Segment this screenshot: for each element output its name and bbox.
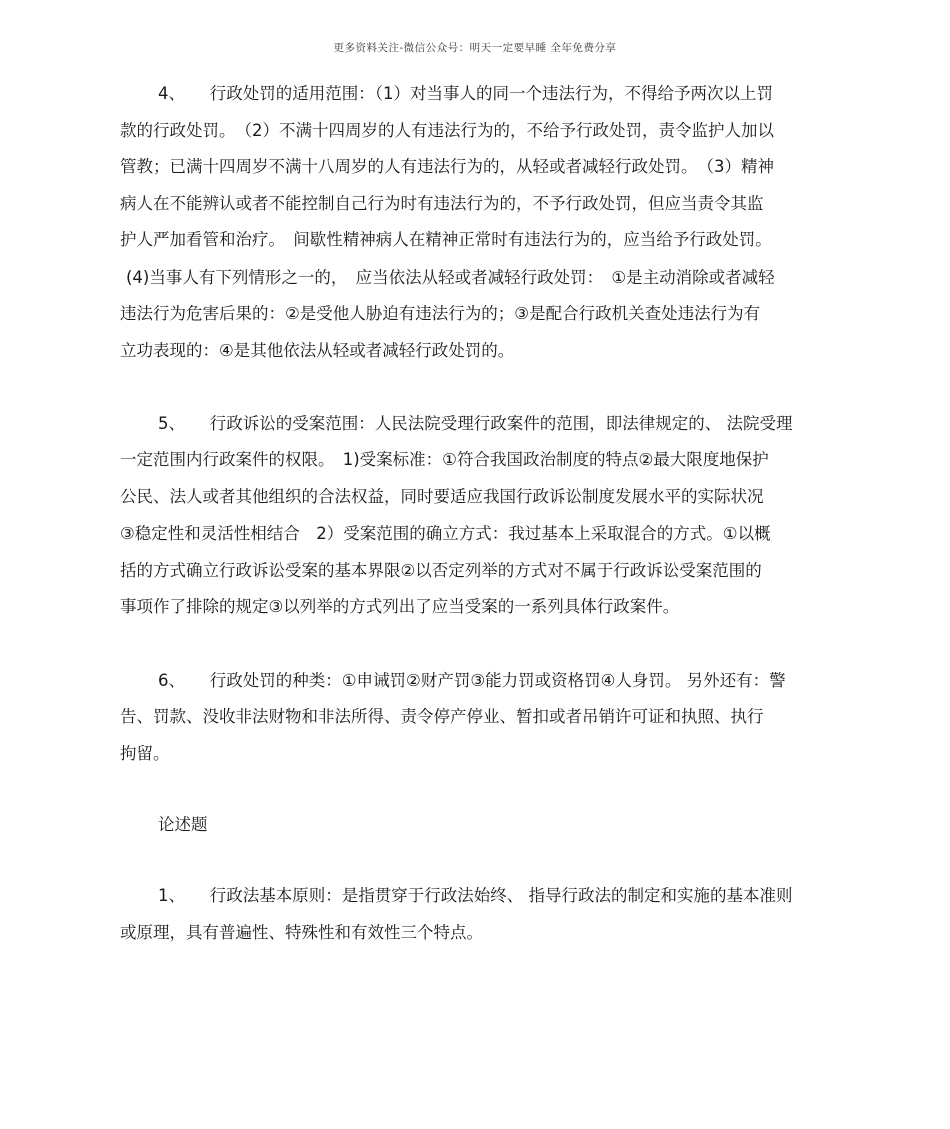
paragraph-5-line-4: ③稳定性和灵活性相结合 2）受案范围的确立方式：我过基本上采取混合的方式。①以概	[120, 524, 771, 543]
section-heading-essay: 论述题	[158, 815, 208, 834]
essay-1-line-1: 1、 行政法基本原则：是指贯穿于行政法始终、 指导行政法的制定和实施的基本准则	[158, 886, 793, 905]
paragraph-4-line-2: 款的行政处罚。 （2）不满十四周岁的人有违法行为的，不给予行政处罚，责令监护人加以	[120, 121, 774, 140]
paragraph-6-line-1: 6、 行政处罚的种类：①申诫罚②财产罚③能力罚或资格罚④人身罚。 另外还有：警	[158, 671, 786, 690]
paragraph-4-line-5: 护人严加看管和治疗。 间歇性精神病人在精神正常时有违法行为的，应当给予行政处罚。	[120, 230, 772, 249]
paragraph-6-line-3: 拘留。	[120, 744, 170, 763]
paragraph-4-line-1: 4、 行政处罚的适用范围：（1）对当事人的同一个违法行为，不得给予两次以上罚	[158, 84, 773, 103]
paragraph-4-line-7: 违法行为危害后果的：②是受他人胁迫有违法行为的；③是配合行政机关查处违法行为有	[120, 304, 761, 323]
paragraph-5-line-5: 括的方式确立行政诉讼受案的基本界限②以否定列举的方式对不属于行政诉讼受案范围的	[120, 561, 762, 580]
paragraph-4-line-3: 管教；已满十四周岁不满十八周岁的人有违法行为的，从轻或者减轻行政处罚。 （3）精神	[120, 157, 774, 176]
paragraph-5-line-1: 5、 行政诉讼的受案范围：人民法院受理行政案件的范围，即法律规定的、 法院受理	[158, 414, 793, 433]
paragraph-5-line-3: 公民、法人或者其他组织的合法权益，同时要适应我国行政诉讼制度发展水平的实际状况	[120, 487, 764, 506]
paragraph-6-line-2: 告、罚款、没收非法财物和非法所得、责令停产停业、暂扣或者吊销许可证和执照、执行	[120, 707, 764, 726]
header-note: 更多资料关注-微信公众号：明天一定要早睡 全年免费分享	[333, 42, 617, 54]
paragraph-5-line-6: 事项作了排除的规定③以列举的方式列出了应当受案的一系列具体行政案件。	[120, 597, 680, 616]
paragraph-5-line-2: 一定范围内行政案件的权限。 1)受案标准：①符合我国政治制度的特点②最大限度地保护	[120, 450, 769, 469]
paragraph-4-line-4: 病人在不能辨认或者不能控制自己行为时有违法行为的，不予行政处罚，但应当责令其监	[120, 194, 764, 213]
essay-1-line-2: 或原理，具有普遍性、特殊性和有效性三个特点。	[120, 923, 483, 942]
paragraph-4-line-8: 立功表现的：④是其他依法从轻或者减轻行政处罚的。	[120, 341, 515, 360]
paragraph-4-line-6: (4)当事人有下列情形之一的， 应当依法从轻或者减轻行政处罚： ①是主动消除或者减轻	[126, 268, 775, 287]
